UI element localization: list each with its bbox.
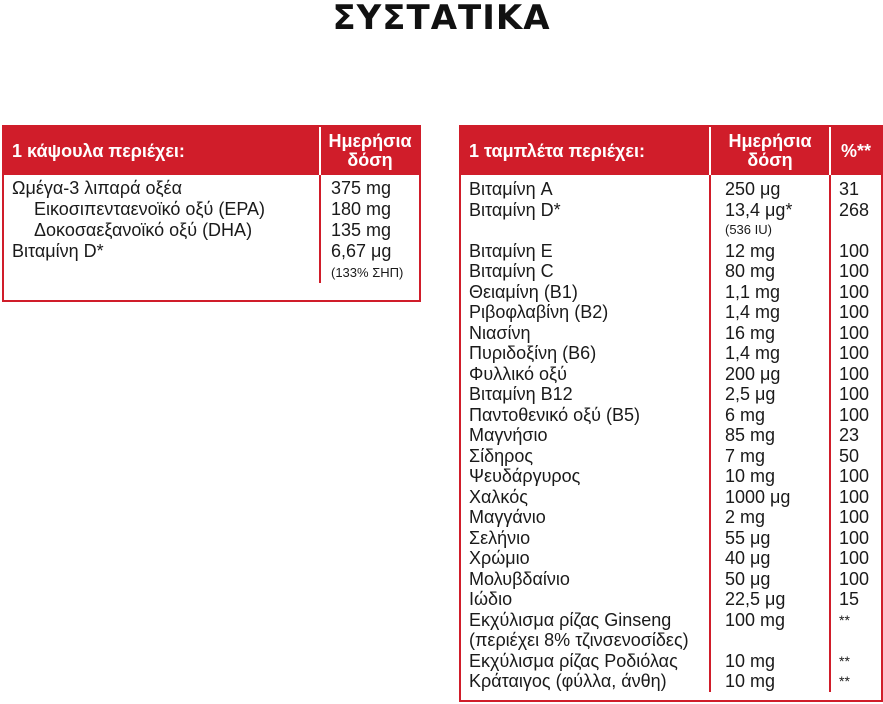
ingredient-percent: 15 bbox=[839, 589, 860, 609]
tablet-ingredients-table bbox=[459, 125, 883, 702]
tablet-header-label: 1 ταμπλέτα περιέχει: bbox=[469, 140, 645, 161]
rdi-footnote: (133% ΣΗΠ) bbox=[331, 265, 404, 280]
ingredient-name: Ωμέγα-3 λιπαρά οξέα bbox=[12, 178, 182, 198]
ingredient-percent: 31 bbox=[839, 179, 860, 199]
ingredient-dose: 7 mg bbox=[725, 445, 766, 466]
ingredient-name: (περιέχει 8% τζινσενοσίδες) bbox=[469, 630, 689, 650]
ingredient-name: Παντοθενικό οξύ (B5) bbox=[469, 404, 641, 425]
page-title: ΣΥΣΤΑΤΙΚΑ bbox=[332, 0, 551, 38]
ingredient-name: Μαγγάνιο bbox=[469, 507, 546, 527]
ingredient-percent: 100 bbox=[839, 507, 870, 527]
ingredient-percent: ** bbox=[839, 611, 850, 628]
ingredient-dose bbox=[725, 630, 829, 651]
ingredient-percent: 100 bbox=[839, 322, 870, 343]
capsule-dose-column bbox=[319, 175, 419, 283]
ingredient-dose: 55 μg bbox=[725, 527, 771, 548]
tablet-header-dose: Ημερήσια δόση bbox=[709, 127, 829, 175]
ingredient-name: Σίδηρος bbox=[469, 445, 534, 466]
ingredient-name: Φυλλικό οξύ bbox=[469, 363, 567, 384]
ingredient-name: Δοκοσαεξανοϊκό οξύ (DHA) bbox=[34, 220, 253, 240]
ingredient-name: Ριβοφλαβίνη (B2) bbox=[469, 302, 609, 322]
ingredient-percent: 23 bbox=[839, 425, 860, 445]
ingredient-percent: ** bbox=[839, 652, 850, 669]
ingredient-dose: 22,5 μg bbox=[725, 589, 786, 609]
ingredient-percent: 100 bbox=[839, 281, 870, 302]
ingredient-dose: 250 μg bbox=[725, 179, 781, 199]
capsule-header-dose: Ημερήσια δόση bbox=[319, 127, 419, 175]
tablet-table-body bbox=[461, 175, 881, 692]
ingredient-name: Χαλκός bbox=[469, 486, 528, 507]
ingredient-name: Βιταμίνη C bbox=[469, 261, 554, 281]
ingredient-name: Ιώδιο bbox=[469, 589, 513, 609]
capsule-header-label: 1 κάψουλα περιέχει: bbox=[12, 140, 185, 161]
ingredient-percent: 100 bbox=[839, 527, 870, 548]
ingredient-percent: 100 bbox=[839, 404, 870, 425]
ingredient-percent bbox=[839, 630, 881, 651]
ingredient-percent: 100 bbox=[839, 302, 870, 322]
tablet-table-header bbox=[461, 127, 881, 175]
ingredient-percent: 100 bbox=[839, 568, 870, 589]
ingredient-name: Σελήνιο bbox=[469, 527, 531, 548]
ingredient-name: Βιταμίνη A bbox=[469, 179, 553, 199]
capsule-table-header bbox=[4, 127, 419, 175]
tablet-header-percent: %** bbox=[829, 127, 881, 175]
ingredient-dose: 2 mg bbox=[725, 507, 766, 527]
ingredient-percent: 100 bbox=[839, 240, 870, 261]
ingredient-dose: 6,67 μg bbox=[331, 241, 392, 261]
tablet-percent-column bbox=[829, 175, 881, 692]
ingredient-name: Πυριδοξίνη (B6) bbox=[469, 343, 597, 363]
ingredient-percent: 100 bbox=[839, 261, 870, 281]
ingredient-name: Μαγνήσιο bbox=[469, 425, 548, 445]
ingredient-dose: 135 mg bbox=[331, 220, 392, 240]
ingredient-name: Μολυβδαίνιο bbox=[469, 568, 570, 589]
tablet-name-column bbox=[461, 175, 709, 692]
ingredient-percent: 100 bbox=[839, 466, 870, 486]
ingredient-dose: 40 μg bbox=[725, 548, 771, 568]
ingredient-name bbox=[469, 220, 709, 241]
ingredient-dose: 10 mg bbox=[725, 466, 776, 486]
ingredient-dose: 1000 μg bbox=[725, 486, 791, 507]
ingredient-dose: 12 mg bbox=[725, 240, 776, 261]
ingredient-dose: 1,4 mg bbox=[725, 343, 781, 363]
ingredient-dose: 180 mg bbox=[331, 199, 392, 219]
ingredient-percent: ** bbox=[839, 673, 850, 689]
ingredient-dose: 1,1 mg bbox=[725, 281, 781, 302]
tablet-dose-column bbox=[709, 175, 829, 692]
ingredient-dose: 6 mg bbox=[725, 404, 766, 425]
ingredient-name: Θειαμίνη (B1) bbox=[469, 281, 578, 302]
ingredient-dose: 100 mg bbox=[725, 609, 786, 630]
ingredient-dose: 50 μg bbox=[725, 568, 771, 589]
ingredient-name: Εκχύλισμα ρίζας Ροδιόλας bbox=[469, 650, 678, 671]
ingredient-name: Νιασίνη bbox=[469, 322, 531, 343]
ingredient-percent: 100 bbox=[839, 548, 870, 568]
ingredient-dose: 80 mg bbox=[725, 261, 776, 281]
ingredient-percent: 100 bbox=[839, 363, 870, 384]
capsule-table-body bbox=[4, 175, 419, 283]
ingredient-name: Εκχύλισμα ρίζας Ginseng bbox=[469, 609, 672, 630]
ingredient-name: Χρώμιο bbox=[469, 548, 530, 568]
ingredient-dose: 10 mg bbox=[725, 671, 776, 691]
ingredient-dose: 2,5 μg bbox=[725, 384, 776, 404]
ingredient-percent: 268 bbox=[839, 199, 870, 220]
ingredient-percent: 100 bbox=[839, 486, 870, 507]
ingredient-name: Εικοσιπενταενοϊκό οξύ (EPA) bbox=[34, 199, 266, 219]
ingredient-dose: (536 IU) bbox=[725, 222, 772, 237]
ingredient-dose: 85 mg bbox=[725, 425, 776, 445]
ingredient-dose: 200 μg bbox=[725, 363, 781, 384]
ingredient-dose: 1,4 mg bbox=[725, 302, 781, 322]
ingredient-name: Κράταιγος (φύλλα, άνθη) bbox=[469, 671, 667, 691]
ingredient-name: Βιταμίνη B12 bbox=[469, 384, 573, 404]
ingredient-dose: 13,4 μg* bbox=[725, 199, 793, 220]
ingredient-percent: 100 bbox=[839, 343, 870, 363]
ingredient-dose: 10 mg bbox=[725, 650, 776, 671]
ingredient-dose: 16 mg bbox=[725, 322, 776, 343]
capsule-ingredients-table bbox=[2, 125, 421, 302]
ingredient-name: Ψευδάργυρος bbox=[469, 466, 581, 486]
ingredient-percent: 100 bbox=[839, 384, 870, 404]
ingredient-name: Βιταμίνη E bbox=[469, 240, 553, 261]
ingredient-name: Βιταμίνη D* bbox=[12, 241, 104, 261]
capsule-name-column bbox=[4, 175, 319, 283]
ingredient-percent bbox=[839, 220, 881, 241]
ingredient-percent: 50 bbox=[839, 445, 860, 466]
ingredient-name: Βιταμίνη D* bbox=[469, 199, 561, 220]
ingredient-dose: 375 mg bbox=[331, 178, 392, 198]
